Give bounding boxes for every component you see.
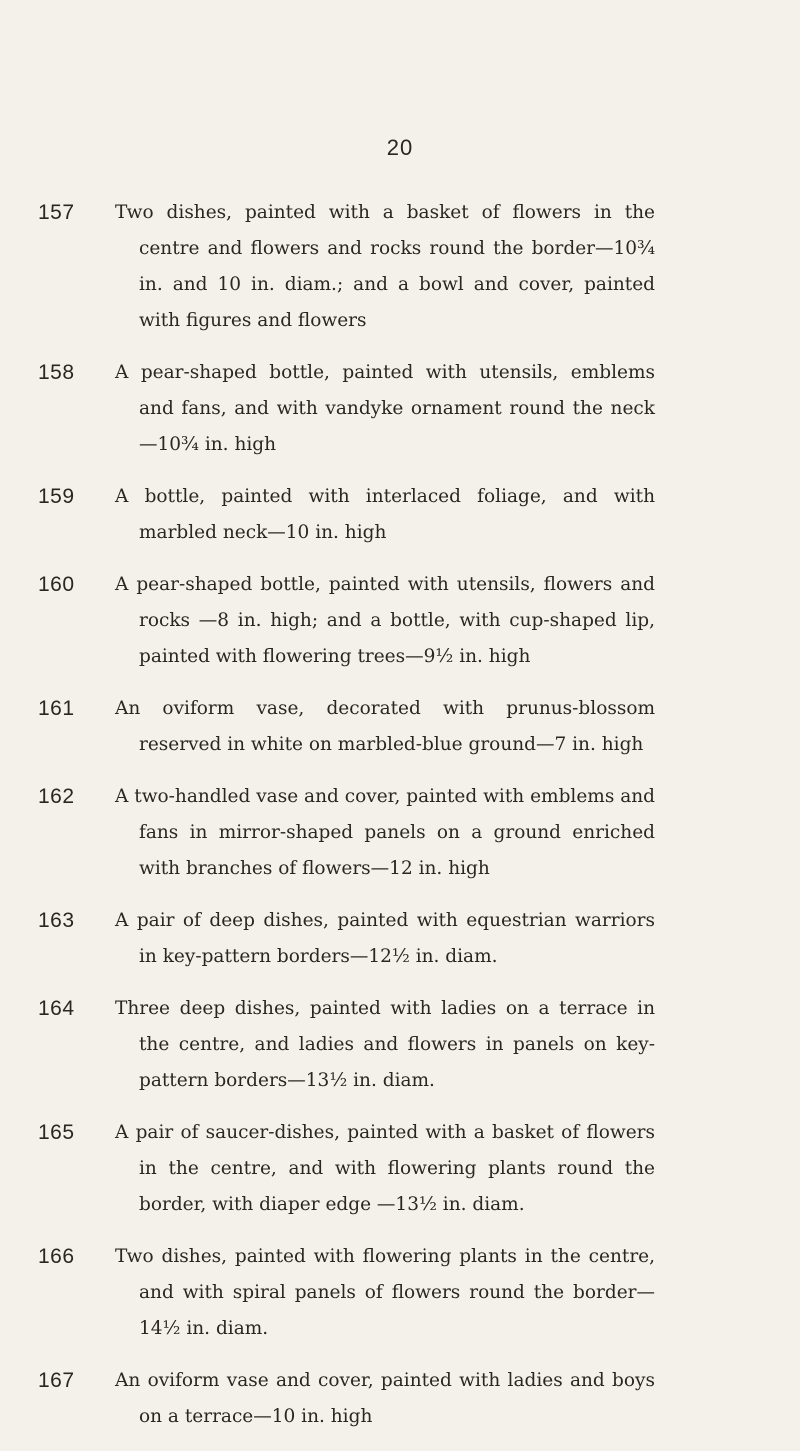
lot-entry <box>0 355 800 463</box>
lot-description: A pair of saucer-dishes, painted with a basket of flowers in the centre, and with flowering plants round the border, with diaper edge —13½ in. diam. <box>115 1122 655 1215</box>
lot-number: 160 <box>38 573 75 596</box>
lot-description: An oviform vase and cover, painted with ladies and boys on a terrace—10 in. high <box>115 1370 655 1427</box>
lot-entry <box>0 903 800 975</box>
lot-description: A two-handled vase and cover, painted with emblems and fans in mirror-shaped panels on a ground enriched with branches of flowers—12 in. high <box>115 786 655 879</box>
lot-entry <box>0 691 800 763</box>
lot-entry <box>0 1363 800 1435</box>
lot-entry <box>0 779 800 887</box>
lot-description: Three deep dishes, painted with ladies on a terrace in the centre, and ladies and flowers in panels on key-pattern borders—13½ in. diam. <box>115 998 655 1091</box>
lot-entry <box>0 1115 800 1223</box>
page-number: 20 <box>386 135 414 160</box>
lot-number: 161 <box>38 697 75 720</box>
lot-description: An oviform vase, decorated with prunus-blossom reserved in white on marbled-blue ground—7 in. high <box>115 698 655 755</box>
lot-number: 165 <box>38 1121 75 1144</box>
lot-description: A pair of deep dishes, painted with equestrian warriors in key-pattern borders—12½ in. diam. <box>115 910 655 967</box>
lot-description: A bottle, painted with interlaced foliage, and with marbled neck—10 in. high <box>115 486 655 543</box>
lot-list <box>0 195 800 1451</box>
lot-entry <box>0 1239 800 1347</box>
lot-entry <box>0 991 800 1099</box>
lot-entry <box>0 567 800 675</box>
lot-number: 157 <box>38 201 75 224</box>
lot-description: A pear-shaped bottle, painted with utensils, flowers and rocks —8 in. high; and a bottle, with cup-shaped lip, painted with flowering trees—9½ in. high <box>115 574 655 667</box>
lot-number: 167 <box>38 1369 75 1392</box>
lot-entry <box>0 479 800 551</box>
lot-description: A pear-shaped bottle, painted with utensils, emblems and fans, and with vandyke ornament round the neck—10¾ in. high <box>115 362 655 455</box>
lot-number: 163 <box>38 909 75 932</box>
lot-number: 162 <box>38 785 75 808</box>
lot-number: 164 <box>38 997 75 1020</box>
lot-entry <box>0 195 800 339</box>
lot-description: Two dishes, painted with flowering plants in the centre, and with spiral panels of flowers round the border—14½ in. diam. <box>115 1246 655 1339</box>
lot-description: Two dishes, painted with a basket of flowers in the centre and flowers and rocks round the border—10¾ in. and 10 in. diam.; and a bowl and cover, painted with figures and flowers <box>115 202 655 331</box>
lot-number: 159 <box>38 485 75 508</box>
lot-number: 166 <box>38 1245 75 1268</box>
lot-number: 158 <box>38 361 75 384</box>
